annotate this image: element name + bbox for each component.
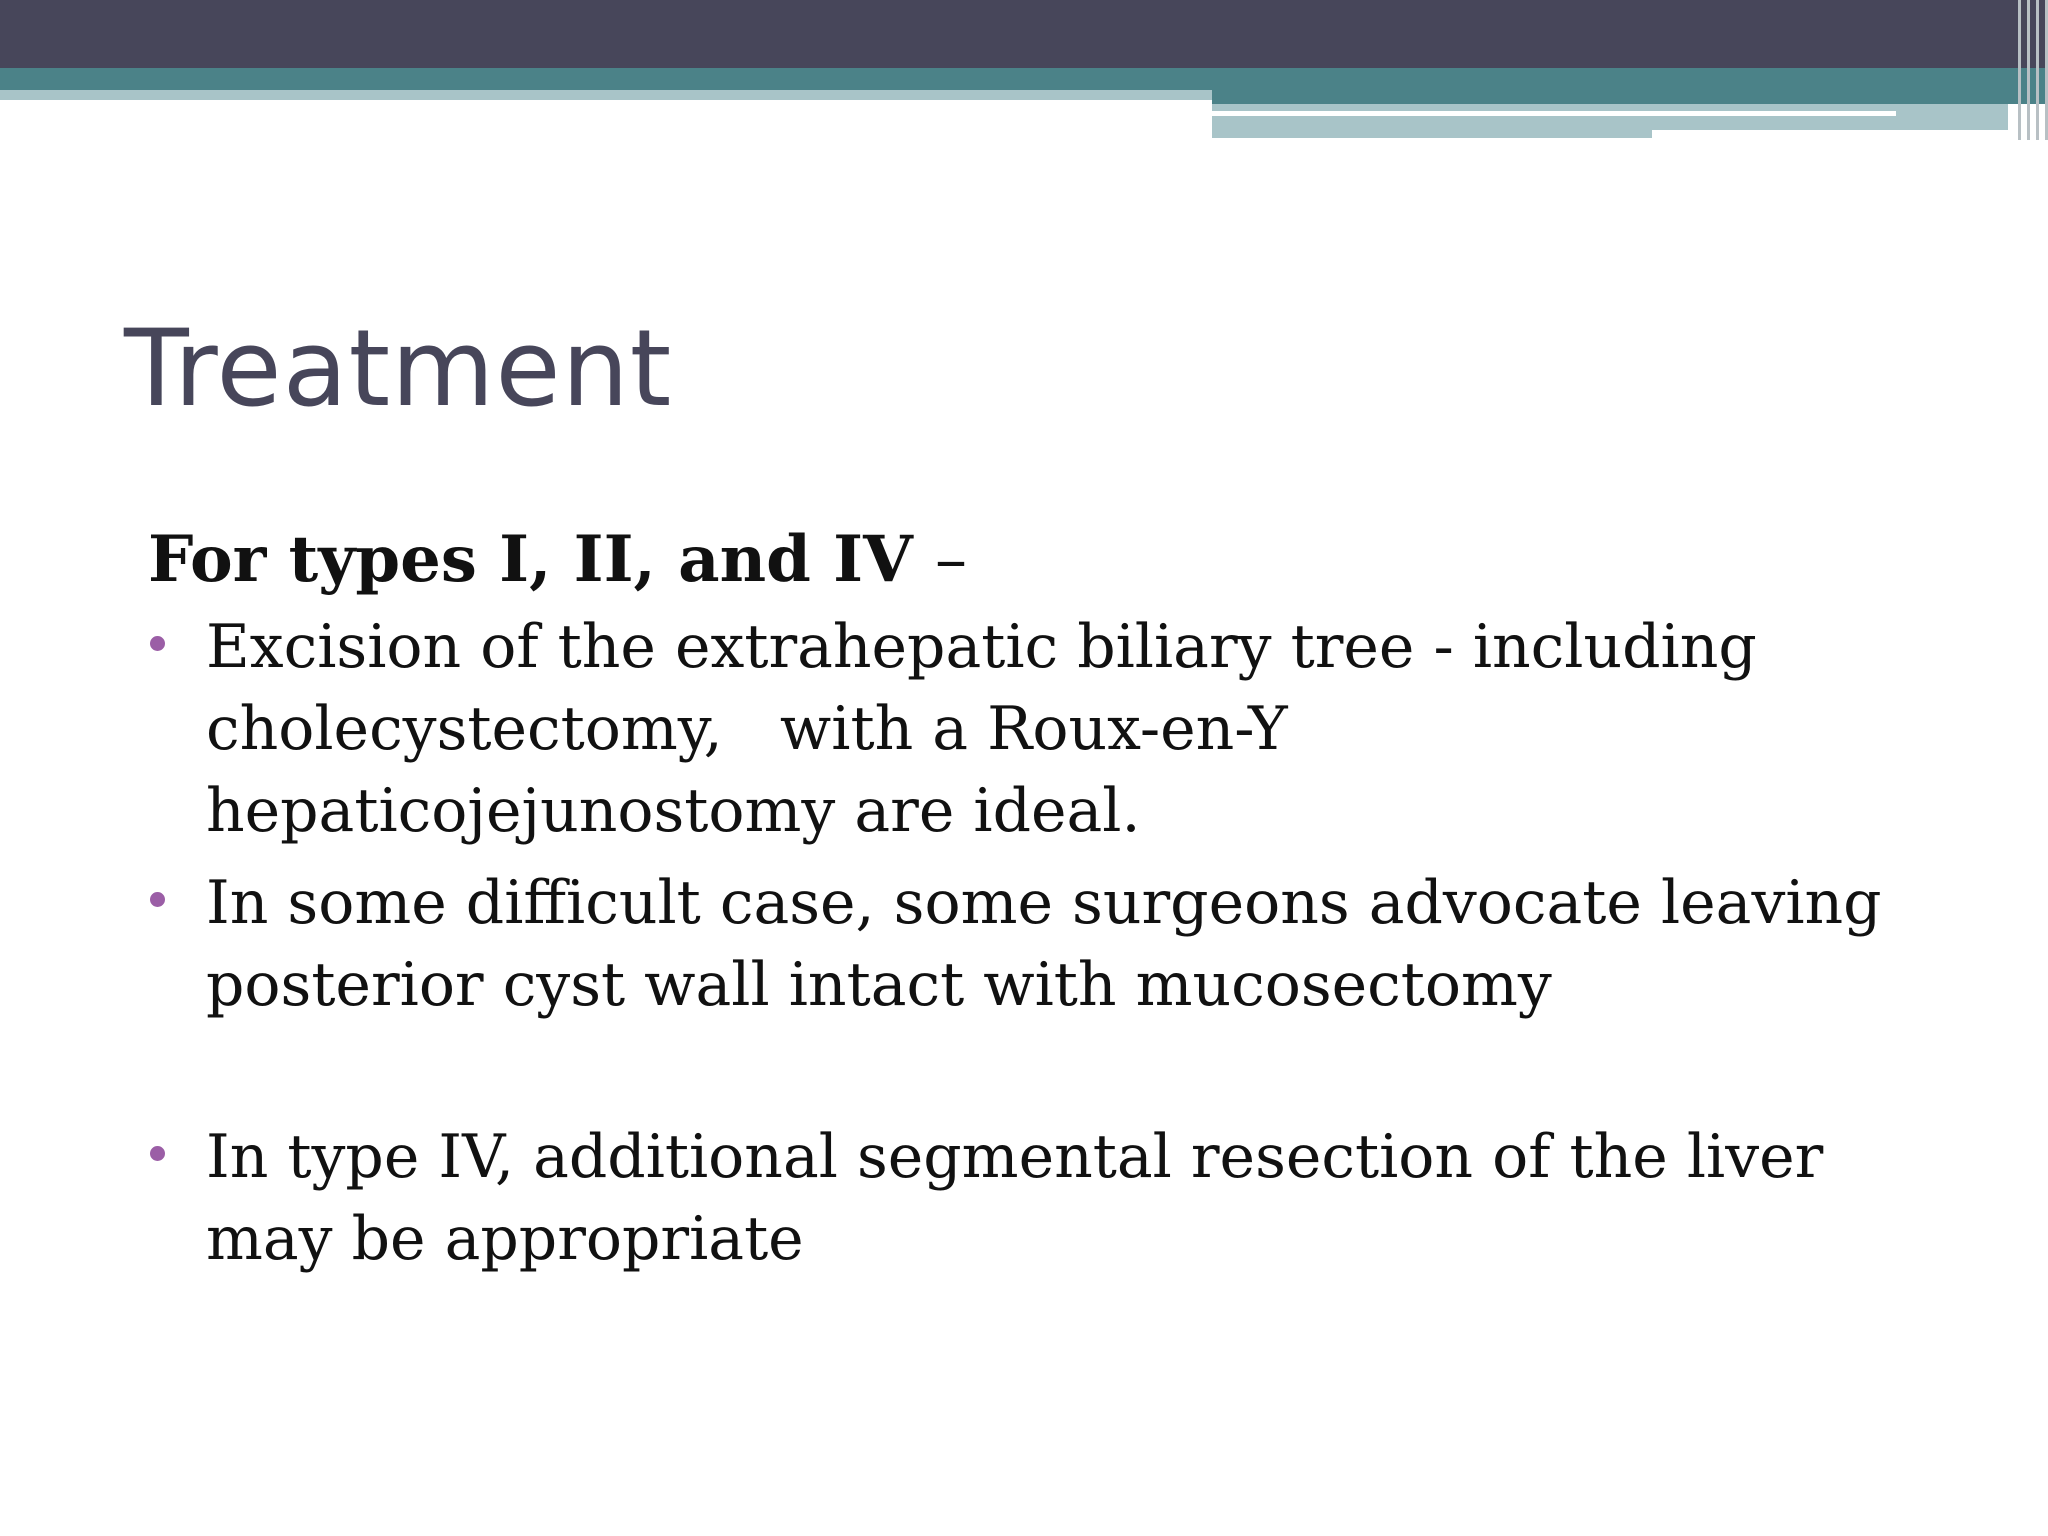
header-teal-bar (0, 68, 2048, 90)
bullet-icon (150, 1146, 165, 1161)
edge-line (2018, 0, 2021, 140)
edge-line (2036, 0, 2039, 140)
bullet-list (148, 606, 1908, 1280)
header-white-notch (1652, 130, 2008, 138)
header-edge-lines (1988, 0, 2048, 140)
bullet-item (148, 862, 1908, 1026)
bullet-icon (150, 892, 165, 907)
subheading-dash: – (935, 523, 967, 597)
slide-content (148, 520, 1908, 1290)
bullet-icon (150, 636, 165, 651)
slide-title: Treatment (124, 307, 673, 430)
subheading-text: For types I, II, and IV (148, 522, 913, 597)
subheading (148, 520, 1908, 600)
bullet-item (148, 606, 1908, 852)
header-teal-extension (1212, 90, 2048, 104)
header-light-stripe-left (0, 90, 1212, 100)
header-white-line (1212, 111, 1896, 116)
bullet-text: In type IV, additional segmental resection of the liver may be appropriate (206, 1122, 1824, 1274)
header-dark-bar (0, 0, 2048, 68)
bullet-text: Excision of the extrahepatic biliary tree - including cholecystectomy, with a Roux-en-Y hepaticojejunostomy are ideal. (206, 612, 1776, 846)
edge-line (2027, 0, 2030, 140)
bullet-item (148, 1116, 1908, 1280)
bullet-text: In some difficult case, some surgeons advocate leaving posterior cyst wall intact with mucosectomy (206, 868, 1882, 1020)
